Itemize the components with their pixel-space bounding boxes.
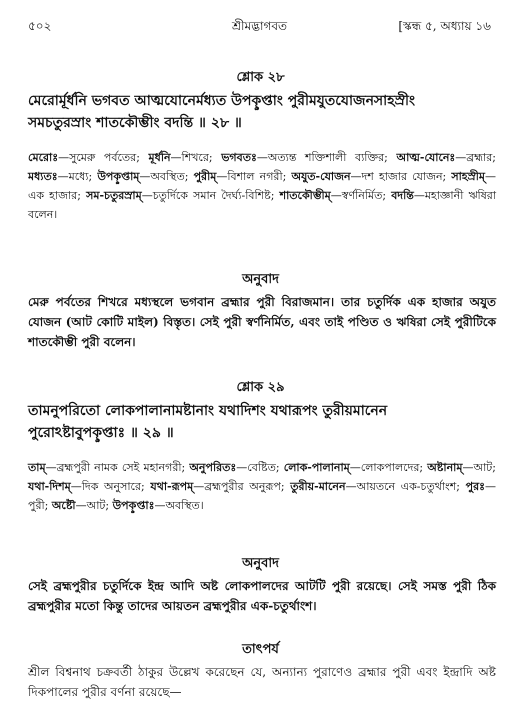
verse-29-translation-heading: অনুবাদ	[242, 556, 279, 571]
synonym-meaning: দিক অনুসারে;	[81, 480, 145, 493]
synonym-meaning: শিখরে;	[181, 151, 213, 164]
synonym-meaning: দশ হাজার যোজন;	[361, 170, 447, 183]
synonym-term: আত্ম-যোনেঃ	[396, 151, 456, 164]
synonym-meaning: স্বর্ণনির্মিত;	[341, 189, 387, 202]
synonym-term: সম-চতুরস্রাম্	[86, 189, 142, 202]
synonym-term: অযুত-যোজন	[291, 170, 351, 183]
synonym-meaning: ব্রহ্মপুরী নামক সেই মহানগরী;	[56, 461, 186, 474]
synonym-meaning: পুরী;	[28, 499, 49, 512]
page-number: ৫০২	[28, 19, 52, 33]
verse-29-line-2: পুরোঽষ্টাবুপকৢপ্তাঃ ॥ ২৯ ॥	[28, 425, 174, 441]
synonym-meaning: চতুর্দিকে সমান দৈর্ঘ্য-বিশিষ্ট;	[152, 189, 275, 202]
synonym-term: পুরীম্	[193, 170, 217, 183]
verse-28-text	[28, 90, 496, 134]
synonym-list: মেরোঃ—সুমেরু পর্বতের; মূর্ধনি—শিখরে; ভগবতঃ—অত্যন্ত শক্তিশালী ব্যক্তির; আত্ম-যোনেঃ—ব্রহ্মার; মধ্যতঃ—মধ্যে; উপকৢপ্তাম্—অবস্থিত; পুরীম্—বিশাল নগরী; অযুত-যোজন—দশ হাজার যোজন; সাহস্রীম্—এক হাজার; সম-চতুরস্রাম্—চতুর্দিকে সমান দৈর্ঘ্য-বিশিষ্ট; শাতকৌম্ভীম্—স্বর্ণনির্মিত; বদন্তি—মহাজ্ঞানী ঋষিরা বলেন।	[28, 151, 497, 221]
verse-28-synonyms	[28, 148, 496, 224]
synonym-term: শাতকৌম্ভীম্	[279, 189, 331, 202]
synonym-term: পুরঃ	[465, 480, 485, 493]
chapter-reference: [স্কন্ধ ৫, অধ্যায় ১৬	[398, 19, 491, 33]
synonym-term: উপকৢপ্তাম্	[97, 170, 140, 183]
synonym-term: তাম্	[28, 461, 46, 474]
synonym-meaning: মধ্যে;	[68, 170, 93, 183]
verse-28-translation-heading: অনুবাদ	[242, 272, 279, 287]
synonym-meaning: লোকপালদের;	[360, 461, 424, 474]
synonym-meaning: ব্রহ্মার;	[466, 151, 497, 164]
verse-29-translation: সেই ব্রহ্মপুরীর চতুর্দিকে ইন্দ্র আদি অষ্ট লোকপালদের আটটি পুরী রয়েছে। সেই সমস্ত পুরী ঠিক ব্রহ্মপুরীর মতো কিন্তু তাদের আয়তন ব্রহ্মপুরীর এক-চতুর্থাংশ।	[28, 579, 496, 613]
synonym-term: অষ্টৌ	[51, 499, 76, 512]
synonym-meaning: ব্রহ্মপুরীর অনুরূপ;	[204, 480, 285, 493]
running-header	[28, 18, 491, 38]
synonym-term: মেরোঃ	[28, 151, 59, 164]
synonym-term: যথা-দিশম্	[28, 480, 71, 493]
synonym-meaning: অবস্থিত।	[165, 499, 204, 512]
synonym-term: অষ্টানাম্	[427, 461, 463, 474]
synonym-term: সাহস্রীম্	[451, 170, 485, 183]
synonym-term: অনুপরিতঃ	[189, 461, 237, 474]
synonym-term: মূর্ধনি	[148, 151, 171, 164]
synonym-term: লোক-পালানাম্	[283, 461, 350, 474]
verse-28-line-2: সমচতুরস্রাং শাতকৌম্ভীং বদন্তি ॥ ২৮ ॥	[28, 115, 242, 131]
synonym-meaning: আট;	[473, 461, 496, 474]
synonym-term: মধ্যতঃ	[28, 170, 58, 183]
synonym-meaning: বিশাল নগরী;	[227, 170, 287, 183]
synonym-term: ভগবতঃ	[221, 151, 257, 164]
synonym-meaning: মহাজ্ঞানী ঋষিরা বলেন।	[28, 189, 497, 221]
synonym-meaning: এক হাজার;	[28, 189, 81, 202]
verse-29-text	[28, 400, 496, 444]
synonym-term: যথা-রূপম্	[150, 480, 194, 493]
verse-29-synonyms	[28, 458, 496, 515]
synonym-term: উপকৢপ্তাঃ	[112, 499, 155, 512]
synonym-meaning: বেষ্টিত;	[247, 461, 280, 474]
purport-text: শ্রীল বিশ্বনাথ চক্রবর্তী ঠাকুর উল্লেখ করেছেন যে, অন্যান্য পুরাণেও ব্রহ্মার পুরী এবং ইন্দ্রাদি অষ্ট দিকপালের পুরীর বর্ণনা রয়েছে—	[28, 665, 496, 699]
synonym-list: তাম্—ব্রহ্মপুরী নামক সেই মহানগরী; অনুপরিতঃ—বেষ্টিত; লোক-পালানাম্—লোকপালদের; অষ্টানাম্—আট; যথা-দিশম্—দিক অনুসারে; যথা-রূপম্—ব্রহ্মপুরীর অনুরূপ; তুরীয়-মানেন—আয়তনে এক-চতুর্থাংশ; পুরঃ—পুরী; অষ্টৌ—আট; উপকৢপ্তাঃ—অবস্থিত।	[28, 461, 496, 512]
verse-28-translation: মেরু পর্বতের শিখরে মধ্যস্থলে ভগবান ব্রহ্মার পুরী বিরাজমান। তার চতুর্দিক এক হাজার অযুত যোজন (আট কোটি মাইল) বিস্তৃত। সেই পুরী স্বর্ণনির্মিত, এবং তাই পণ্ডিত ও ঋষিরা সেই পুরীটিকে শাতকৌম্ভী পুরী বলেন।	[28, 295, 496, 349]
verse-28-line-1: মেরোর্মূর্ধনি ভগবত আত্মযোনের্মধ্যত উপকৢপ্তাং পুরীমযুতযোজনসাহস্রীং	[28, 93, 416, 109]
synonym-meaning: আট;	[86, 499, 110, 512]
synonym-term: তুরীয়-মানেন	[290, 480, 346, 493]
purport-heading: তাৎপর্য	[242, 642, 279, 657]
book-title: শ্রীমদ্ভাগবত	[231, 19, 288, 33]
verse-29-heading: শ্লোক ২৯	[236, 380, 285, 395]
synonym-meaning: সুমেরু পর্বতের;	[69, 151, 140, 164]
synonym-meaning: অবস্থিত;	[150, 170, 189, 183]
synonym-term: বদন্তি	[391, 189, 414, 202]
verse-28-heading: শ্লোক ২৮	[236, 70, 285, 85]
synonym-meaning: অত্যন্ত শক্তিশালী ব্যক্তির;	[267, 151, 388, 164]
verse-29-line-1: তামনুপরিতো লোকপালানামষ্টানাং যথাদিশং যথারূপং তুরীয়মানেন	[28, 403, 388, 419]
synonym-meaning: আয়তনে এক-চতুর্থাংশ;	[356, 480, 460, 493]
